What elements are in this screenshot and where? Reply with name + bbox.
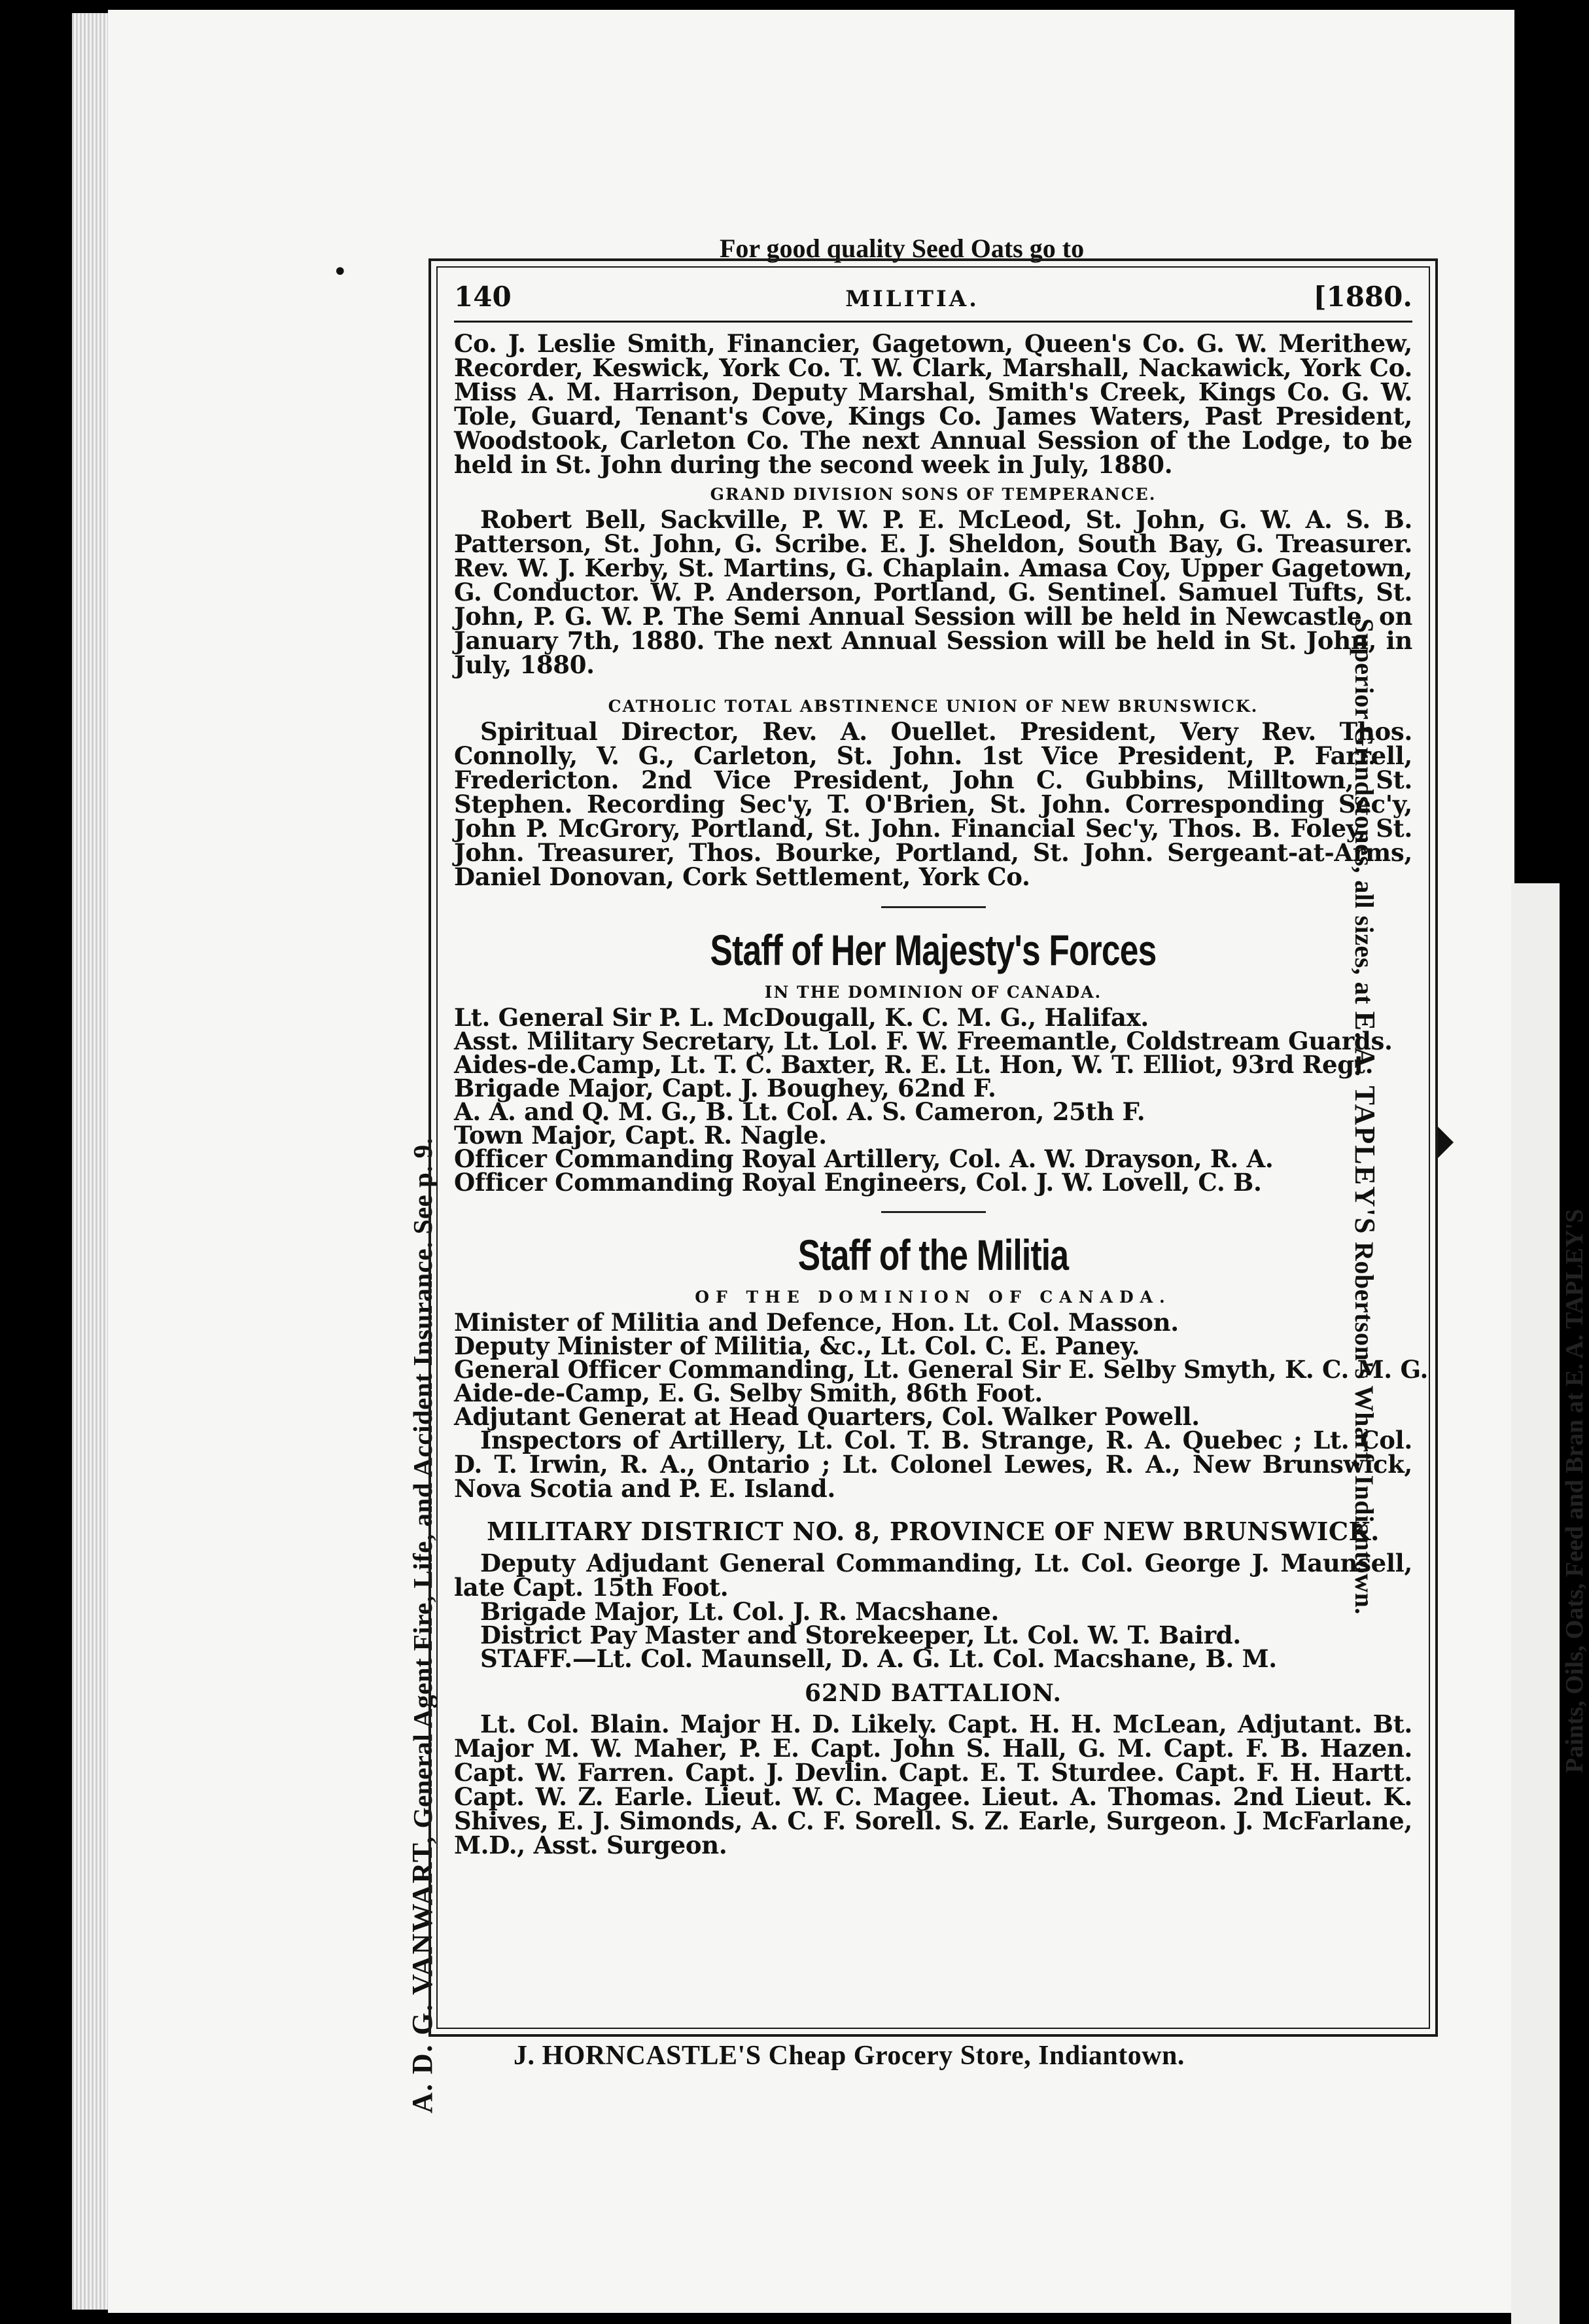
militia-subheading: OF THE DOMINION OF CANADA. xyxy=(695,1288,1172,1307)
forces-line: Town Major, Capt. R. Nagle. xyxy=(454,1121,827,1150)
left-ad-name: A. D. G. VANWART, xyxy=(406,1835,438,2113)
facing-page-strip xyxy=(1511,883,1560,2324)
district-line: District Pay Master and Storekeeper, Lt. Col. W. T. Baird. xyxy=(480,1621,1241,1649)
battalion-heading: 62ND BATTALION. xyxy=(804,1680,1062,1707)
bottom-advertisement: J. HORNCASTLE'S Cheap Grocery Store, Indiantown. xyxy=(514,2041,1185,2071)
left-ad-text: General Agent Fire, Life, and Accident Insurance. See p. 9. xyxy=(408,1137,438,1836)
ink-mark: • xyxy=(332,257,348,287)
year-label: [1880. xyxy=(1313,281,1412,313)
district-deputy: Deputy Adjudant General Commanding, Lt. Col. George J. Maunsell, late Capt. 15th Foot. xyxy=(454,1549,1412,1602)
right-ad-name: E. A. TAPLEY'S xyxy=(1349,1011,1381,1235)
right-ad-pre: Superior Grindstones, all sizes, at xyxy=(1350,618,1379,1012)
district-line: Brigade Major, Lt. Col. J. R. Macshane. xyxy=(480,1597,1000,1626)
forces-line: Brigade Major, Capt. J. Boughey, 62nd F. xyxy=(454,1074,996,1102)
forces-line: A. A. and Q. M. G., B. Lt. Col. A. S. Cameron, 25th F. xyxy=(454,1097,1145,1126)
district-line: STAFF.—Lt. Col. Maunsell, D. A. G. Lt. Col. Macshane, B. M. xyxy=(480,1644,1277,1673)
page-frame xyxy=(428,258,1438,2037)
militia-heading: Staff of the Militia xyxy=(797,1231,1069,1279)
catholic-union-paragraph: Spiritual Director, Rev. A. Ouellet. President, Very Rev. Thos. Connolly, V. G., Carleton, St. John. 1st Vice President, P. Farrell, Fredericton. 2nd Vice President, John C. Gubbins, Milltown, St. Stephen. Recording Sec'y, T. O'Brien, St. John. Corresponding Sec'y, John P. McGrory, Portland, St. John. Financial Sec'y, Thos. B. Foley, St. John. Treasurer, Thos. Bourke, Portland, St. John. Sergeant-at-Arms, Daniel Donovan, Cork Settlement, York Co. xyxy=(454,717,1412,891)
page-content xyxy=(454,281,1429,1859)
top-advertisement: For good quality Seed Oats go to xyxy=(720,234,1085,263)
militia-line: Minister of Militia and Defence, Hon. Lt. Col. Masson. xyxy=(454,1308,1179,1337)
forces-line: Aides-de.Camp, Lt. T. C. Baxter, R. E. Lt. Hon, W. T. Elliot, 93rd Regt. xyxy=(454,1050,1374,1079)
grand-division-paragraph: Robert Bell, Sackville, P. W. P. E. McLeod, St. John, G. W. A. S. B. Patterson, St. John, G. Scribe. E. J. Sheldon, South Bay, G. Treasurer. Rev. W. J. Kerby, St. Martins, G. Chaplain. Amasa Coy, Upper Gagetown, G. Conductor. W. P. Anderson, Portland, G. Sentinel. Samuel Tufts, St. John, P. G. W. P. The Semi Annual Session will be held in Newcastle, on January 7th, 1880. The next Annual Session will be held in St. John, in July, 1880. xyxy=(454,505,1412,679)
battalion-paragraph: Lt. Col. Blain. Major H. D. Likely. Capt. H. H. McLean, Adjutant. Bt. Major M. W. Maher, P. E. Capt. John S. Hall, G. M. Capt. F. B. Hazen. Capt. W. Farren. Capt. J. Devlin. Capt. E. T. Sturdee. Capt. F. H. Hartt. Capt. W. Z. Earle. Lieut. W. C. Magee. Lieut. A. Thomas. 2nd Lieut. K. Shives, E. J. Simonds, A. C. F. Sorell. S. Z. Earle, Surgeon. J. McFarlane, M.D., Asst. Surgeon. xyxy=(454,1710,1412,1859)
right-ad-post: Robertson's Wharf, Indiantown. xyxy=(1350,1235,1379,1615)
militia-line: General Officer Commanding, Lt. General Sir E. Selby Smyth, K. C. M. G. xyxy=(454,1355,1429,1384)
page-header xyxy=(454,281,1412,323)
forces-line: Asst. Military Secretary, Lt. Lol. F. W. Freemantle, Coldstream Guards. xyxy=(454,1027,1393,1055)
section-divider xyxy=(881,1211,986,1213)
militia-list xyxy=(454,1308,1429,1431)
forces-line: Officer Commanding Royal Artillery, Col. A. W. Drayson, R. A. xyxy=(454,1144,1274,1173)
catholic-union-heading: CATHOLIC TOTAL ABSTINENCE UNION OF NEW BRUNSWICK. xyxy=(608,697,1259,716)
militia-line: Deputy Minister of Militia, &c., Lt. Col. C. E. Paney. xyxy=(454,1331,1140,1360)
forces-line: Officer Commanding Royal Engineers, Col. J. W. Lovell, C. B. xyxy=(454,1168,1262,1197)
facing-page-advertisement: Paints, Oils, Oats, Feed and Bran at E. A. TAPLEY'S xyxy=(1561,1208,1588,1773)
margin-pointer-mark xyxy=(1437,1125,1454,1159)
forces-subheading: IN THE DOMINION OF CANADA. xyxy=(764,983,1102,1002)
militia-line: Adjutant Generat at Head Quarters, Col. Walker Powell. xyxy=(454,1402,1200,1431)
page-edge-stack xyxy=(72,13,111,2310)
forces-line: Lt. General Sir P. L. McDougall, K. C. M. G., Halifax. xyxy=(454,1003,1149,1032)
inspectors-paragraph: Inspectors of Artillery, Lt. Col. T. B. Strange, R. A. Quebec ; Lt. Col. D. T. Irwin, R. A., Ontario ; Lt. Colonel Lewes, R. A., New Brunswick, Nova Scotia and P. E. Island. xyxy=(454,1426,1412,1503)
running-title: MILITIA. xyxy=(845,286,980,312)
district-heading: MILITARY DISTRICT NO. 8, PROVINCE OF NEW BRUNSWICK. xyxy=(487,1517,1380,1546)
forces-list xyxy=(454,1003,1412,1197)
militia-line: Aide-de-Camp, E. G. Selby Smith, 86th Foot. xyxy=(454,1379,1043,1407)
page-number: 140 xyxy=(454,281,512,313)
section-divider xyxy=(881,906,986,908)
grand-division-heading: GRAND DIVISION SONS OF TEMPERANCE. xyxy=(710,485,1157,504)
lodge-paragraph: Co. J. Leslie Smith, Financier, Gagetown, Queen's Co. G. W. Merithew, Recorder, Keswick, York Co. T. W. Clark, Marshall, Nackawick, York Co. Miss A. M. Harrison, Deputy Marshal, Smith's Creek, Kings Co. G. W. Tole, Guard, Tenant's Cove, Kings Co. James Waters, Past President, Woodstook, Carleton Co. The next Annual Session of the Lodge, to be held in St. John during the second week in July, 1880. xyxy=(454,329,1412,479)
forces-heading: Staff of Her Majesty's Forces xyxy=(710,926,1157,974)
